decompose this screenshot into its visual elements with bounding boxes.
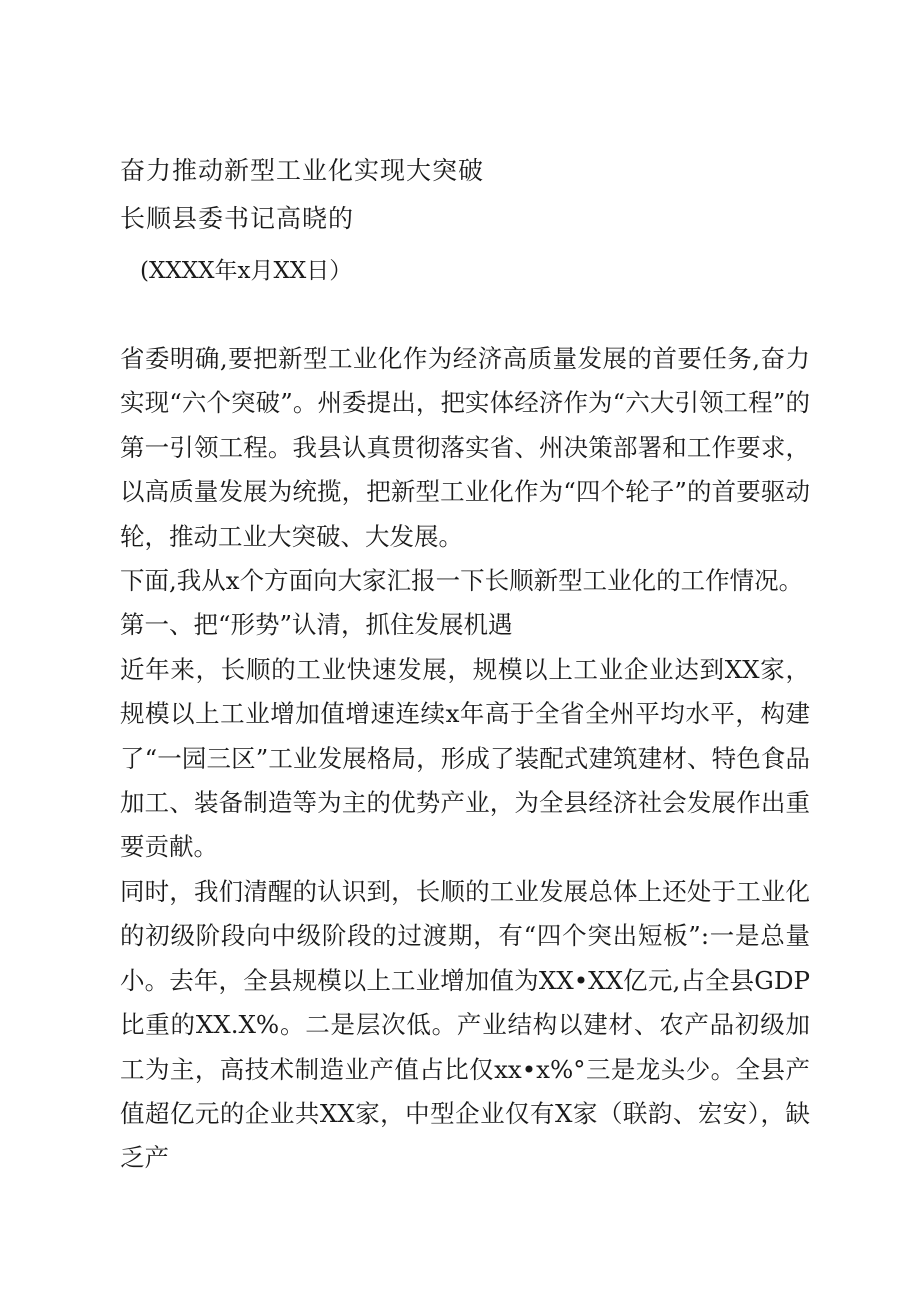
date-line: (XXXX年x月XX日） xyxy=(140,258,353,284)
section-heading-1: 第一、把“形势”认清，抓住发展机遇 xyxy=(120,610,513,640)
document-body xyxy=(120,337,810,1181)
paragraph-report-outline: 下面,我从x个方面向大家汇报一下长顺新型工业化的工作情况。 xyxy=(120,566,804,596)
document-title: 奋力推动新型工业化实现大突破 xyxy=(120,156,485,185)
paragraph-recent-development: 近年来，长顺的工业快速发展，规模以上工业企业达到XX家，规模以上工业增加值增速连续x年高于全省全州平均水平，构建了“一园三区”工业发展格局，形成了装配式建筑建材、特色食品加工、装备制造等为主的优势产业，为全县经济社会发展作出重要贡献。 xyxy=(120,654,810,862)
paragraph-shortcomings: 同时，我们清醒的认识到，长顺的工业发展总体上还处于工业化的初级阶段向中级阶段的过渡期，有“四个突出短板”:一是总量小。去年，全县规模以上工业增加值为XX•XX亿元,占全县GDP比重的XX.X%。二是层次低。产业结构以建材、农产品初级加工为主，高技术制造业产值占比仅xx•x%°三是龙头少。全县产值超亿元的企业共XX家，中型企业仅有X家（联韵、宏安），缺乏产 xyxy=(120,876,810,1173)
paragraph-intro: 省委明确,要把新型工业化作为经济高质量发展的首要任务,奋力实现“六个突破”。州委提出，把实体经济作为“六大引领工程”的第一引领工程。我县认真贯彻落实省、州决策部署和工作要求，以高质量发展为统揽，把新型工业化作为“四个轮子”的首要驱动轮，推动工业大突破、大发展。 xyxy=(120,344,810,551)
author-line: 长顺县委书记高晓的 xyxy=(120,204,355,233)
